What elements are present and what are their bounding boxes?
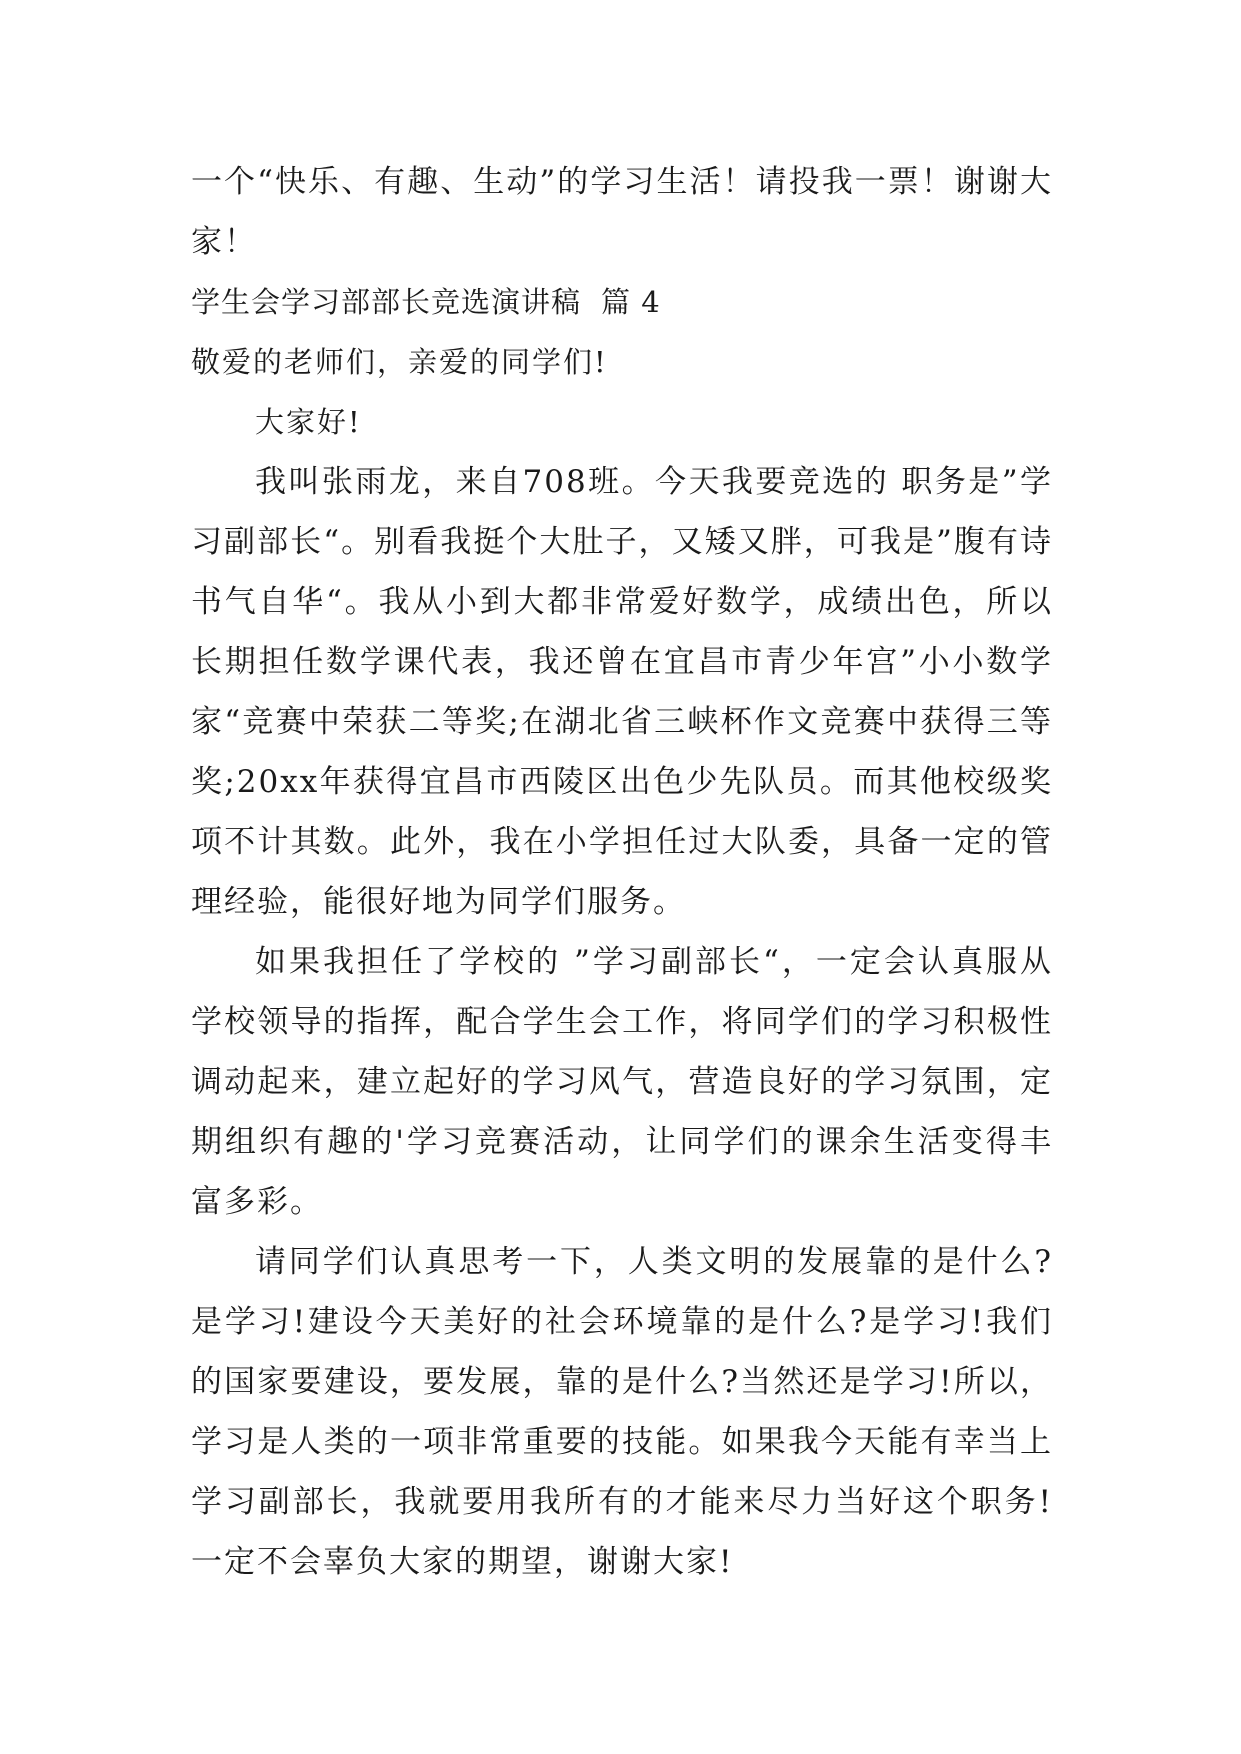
body-paragraph: 请同学们认真思考一下，人类文明的发展靠的是什么?是学习!建设今天美好的社会环境靠的是什么?是学习!我们的国家要建设，要发展，靠的是什么?当然还是学习!所以，学习是人类的一项非常重要的技能。如果我今天能有幸当上学习副部长，我就要用我所有的才能来尽力当好这个职务!一定不会辜负大家的期望，谢谢大家! — [191, 1244, 1053, 1580]
greeting: 大家好! — [255, 405, 362, 439]
previous-section-ending: 一个“快乐、有趣、生动”的学习生活！请投我一票！谢谢大家！ — [191, 164, 1053, 260]
section-heading-title: 学生会学习部部长竞选演讲稿 — [191, 285, 582, 319]
body-paragraph: 如果我担任了学校的 ”学习副部长“，一定会认真服从学校领导的指挥，配合学生会工作，将同学们的学习积极性调动起来，建立起好的学习风气，营造良好的学习氛围，定期组织有趣的'学习竞赛活动，让同学们的课余生活变得丰富多彩。 — [191, 944, 1053, 1220]
section-heading — [191, 272, 1053, 332]
document-body — [191, 152, 1053, 1592]
salutation: 敬爱的老师们，亲爱的同学们! — [191, 345, 608, 379]
section-heading-number: 篇 4 — [601, 285, 661, 319]
body-paragraph: 我叫张雨龙，来自708班。今天我要竞选的 职务是”学习副部长“。别看我挺个大肚子，又矮又胖，可我是”腹有诗书气自华“。我从小到大都非常爱好数学，成绩出色，所以长期担任数学课代表，我还曾在宜昌市青少年宫”小小数学家“竞赛中荣获二等奖;在湖北省三峡杯作文竞赛中获得三等奖;20xx年获得宜昌市西陵区出色少先队员。而其他校级奖项不计其数。此外，我在小学担任过大队委，具备一定的管理经验，能很好地为同学们服务。 — [191, 464, 1053, 920]
